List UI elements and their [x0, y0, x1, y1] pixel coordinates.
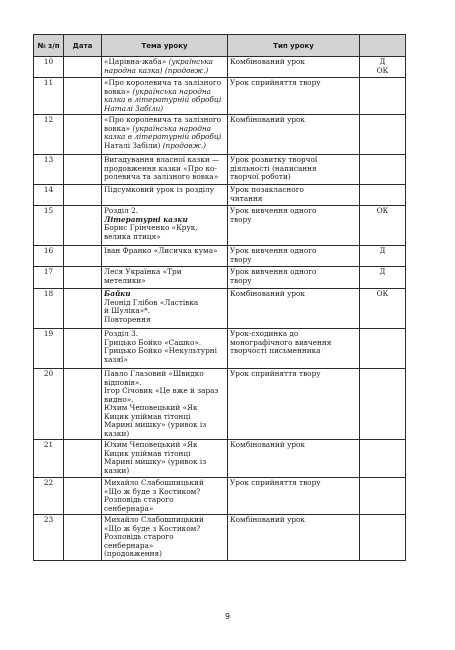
topic-line: метелики»: [104, 275, 146, 285]
topic-line: «Царівна-жаба» (українська: [104, 57, 213, 66]
lesson-number: 17: [34, 267, 64, 289]
lesson-note: [360, 206, 406, 246]
type-line: монографічного вивчення: [230, 337, 332, 347]
topic-line: Розділ 3.: [104, 329, 139, 338]
topic-line: хазяї»: [104, 354, 128, 364]
lesson-topic: [102, 369, 228, 440]
lesson-topic: [102, 440, 228, 478]
type-line: Урок сприйняття твору: [230, 369, 321, 378]
lesson-topic: [102, 185, 228, 206]
topic-line: ролевича та залізного вовка»: [104, 172, 219, 181]
header-type: Тип уроку: [228, 35, 360, 57]
note-line: ОК: [376, 289, 389, 298]
lesson-number: 16: [34, 246, 64, 267]
topic-line: Розповідь старого сенбернара»: [104, 495, 174, 513]
table-row: [34, 155, 406, 185]
topic-line: Розділ 2.: [104, 206, 139, 215]
table-row: [34, 115, 406, 155]
lesson-note: [360, 246, 406, 267]
type-line: діяльності (написання: [230, 163, 317, 173]
type-line: Урок вивчення одного: [230, 206, 317, 215]
type-line: Урок сприйняття твору: [230, 78, 321, 87]
topic-line: Павло Глазовий «Швидко: [104, 369, 204, 378]
lesson-type: [228, 115, 360, 155]
type-line: Урок розвитку творчої: [230, 155, 318, 164]
lesson-number: 14: [34, 185, 64, 206]
lesson-type: [228, 478, 360, 515]
lesson-number: 12: [34, 115, 64, 155]
type-line: твору: [230, 275, 252, 285]
header-topic: Тема уроку: [102, 35, 228, 57]
topic-line: Михайло Слабошпицький: [104, 478, 204, 487]
topic-line: Кицик упіймав тітонці: [104, 411, 191, 421]
lesson-number: 21: [34, 440, 64, 478]
lesson-number: 22: [34, 478, 64, 515]
type-line: Комбінований урок: [230, 440, 305, 449]
lesson-type: [228, 515, 360, 561]
lesson-date: [64, 155, 102, 185]
lesson-topic: [102, 515, 228, 561]
lesson-type: [228, 57, 360, 78]
lesson-topic: [102, 478, 228, 515]
lesson-note: [360, 57, 406, 78]
lesson-note: [360, 267, 406, 289]
topic-line: Підсумковий урок із розділу: [104, 185, 215, 194]
topic-line: Леонід Глібов «Ластівка: [104, 297, 199, 307]
lesson-date: [64, 115, 102, 155]
lesson-topic: [102, 289, 228, 329]
topic-line: (продовження): [104, 549, 162, 558]
lesson-number: 23: [34, 515, 64, 561]
type-line: читання: [230, 193, 263, 203]
topic-line: велика птиця»: [104, 231, 161, 241]
table-row: [34, 478, 406, 515]
topic-line: Борис Грінченко «Крук,: [104, 223, 198, 232]
lesson-date: [64, 78, 102, 115]
topic-line: вовка» (українська народна: [104, 86, 211, 96]
type-line: творчої роботи): [230, 172, 291, 181]
topic-line: Юхим Чеповецький «Як: [104, 440, 198, 449]
lesson-number: 13: [34, 155, 64, 185]
topic-line: продовження казки «Про ко-: [104, 163, 217, 173]
table-row: [34, 185, 406, 206]
topic-line: Грицько Бойко «Сашко».: [104, 337, 202, 347]
topic-line: «Що ж буде з Костиком?: [104, 486, 201, 496]
topic-line: казки): [104, 428, 130, 438]
topic-line: відповів».: [104, 377, 142, 387]
table-row: [34, 57, 406, 78]
table-body: [34, 57, 406, 561]
lesson-type: [228, 289, 360, 329]
lesson-topic: [102, 78, 228, 115]
header-number: № з/п: [34, 35, 64, 57]
topic-line: й Шуліка»*.: [104, 306, 151, 315]
lesson-date: [64, 329, 102, 369]
table-row: [34, 206, 406, 246]
lesson-note: [360, 440, 406, 478]
type-line: Урок вивчення одного: [230, 267, 317, 276]
lesson-date: [64, 57, 102, 78]
page-number: 9: [224, 612, 231, 621]
lesson-note: [360, 78, 406, 115]
lesson-type: [228, 185, 360, 206]
topic-line: казка в літературній обробці: [104, 95, 222, 104]
lesson-type: [228, 206, 360, 246]
topic-line: Марині мишку» (уривок із: [104, 420, 207, 429]
type-line: твору: [230, 214, 252, 224]
lesson-topic: [102, 206, 228, 246]
lesson-topic: [102, 57, 228, 78]
topic-line: Кицик упіймав тітонці: [104, 448, 191, 458]
lesson-note: [360, 478, 406, 515]
lesson-type: [228, 246, 360, 267]
lesson-topic: [102, 246, 228, 267]
lesson-topic: [102, 155, 228, 185]
lesson-plan-table: [33, 34, 406, 561]
lesson-date: [64, 206, 102, 246]
lesson-number: 10: [34, 57, 64, 78]
lesson-date: [64, 289, 102, 329]
topic-line: Леся Українка «Три: [104, 267, 182, 276]
topic-line: Ігор Січовик «Це вже й зараз: [104, 386, 219, 395]
lesson-type: [228, 155, 360, 185]
lesson-type: [228, 267, 360, 289]
type-line: Урок-сходинка до: [230, 329, 299, 338]
note-line: ОК: [376, 65, 389, 75]
topic-line: Вигадування власної казки —: [104, 155, 220, 164]
table-row: [34, 78, 406, 115]
topic-line: Юхим Чеповецький «Як: [104, 403, 198, 412]
table-row: [34, 440, 406, 478]
topic-line: Грицько Бойко «Некультурні: [104, 346, 218, 355]
table-row: [34, 246, 406, 267]
lesson-topic: [102, 329, 228, 369]
lesson-note: [360, 515, 406, 561]
topic-line: Літературні казки: [104, 214, 188, 224]
type-line: творчості письменника: [230, 346, 321, 355]
lesson-number: 18: [34, 289, 64, 329]
type-line: Комбінований урок: [230, 115, 305, 124]
type-line: Комбінований урок: [230, 57, 305, 66]
lesson-number: 20: [34, 369, 64, 440]
type-line: Урок сприйняття твору: [230, 478, 321, 487]
topic-line: Іван Франко «Лисичка кума»: [104, 246, 218, 255]
lesson-note: [360, 185, 406, 206]
table-row: [34, 369, 406, 440]
topic-line: Наталі Забіли) (продовж.): [104, 140, 207, 150]
topic-line: «Про королевича та залізного: [104, 115, 222, 124]
note-line: Д: [379, 57, 386, 66]
lesson-type: [228, 369, 360, 440]
lesson-number: 15: [34, 206, 64, 246]
header-date: Дата: [64, 35, 102, 57]
topic-line: Михайло Слабошпицький: [104, 515, 204, 524]
note-line: Д: [379, 267, 386, 276]
topic-line: «Про королевича та залізного: [104, 78, 222, 87]
topic-line: вовка» (українська народна: [104, 123, 211, 133]
lesson-type: [228, 78, 360, 115]
table-row: [34, 515, 406, 561]
lesson-date: [64, 369, 102, 440]
note-line: ОК: [376, 206, 389, 215]
topic-line: Байки: [104, 289, 131, 298]
lesson-date: [64, 185, 102, 206]
topic-line: Наталі Забіли): [104, 103, 164, 113]
topic-line: «Що ж буде з Костиком?: [104, 523, 201, 533]
header-note: [360, 35, 406, 57]
type-line: Урок вивчення одного: [230, 246, 317, 255]
topic-line: народна казка) (продовж.): [104, 65, 209, 75]
table-header: [34, 35, 406, 57]
topic-line: казка в літературній обробці: [104, 132, 222, 141]
lesson-date: [64, 246, 102, 267]
lesson-note: [360, 369, 406, 440]
topic-line: Розповідь старого сенбернара»: [104, 532, 174, 550]
lesson-note: [360, 115, 406, 155]
type-line: Урок позакласного: [230, 185, 304, 194]
lesson-note: [360, 289, 406, 329]
lesson-date: [64, 515, 102, 561]
topic-line: казки): [104, 465, 130, 475]
topic-line: Повторення: [104, 314, 151, 324]
table-row: [34, 289, 406, 329]
lesson-note: [360, 155, 406, 185]
lesson-topic: [102, 267, 228, 289]
lesson-type: [228, 329, 360, 369]
lesson-date: [64, 478, 102, 515]
lesson-date: [64, 267, 102, 289]
topic-line: Марині мишку» (уривок із: [104, 457, 207, 466]
lesson-number: 19: [34, 329, 64, 369]
table-row: [34, 267, 406, 289]
type-line: Комбінований урок: [230, 289, 305, 298]
lesson-date: [64, 440, 102, 478]
lesson-note: [360, 329, 406, 369]
note-line: Д: [379, 246, 386, 255]
lesson-topic: [102, 115, 228, 155]
lesson-type: [228, 440, 360, 478]
type-line: твору: [230, 254, 252, 264]
type-line: Комбінований урок: [230, 515, 305, 524]
lesson-number: 11: [34, 78, 64, 115]
topic-line: видно».: [104, 394, 134, 404]
table-row: [34, 329, 406, 369]
